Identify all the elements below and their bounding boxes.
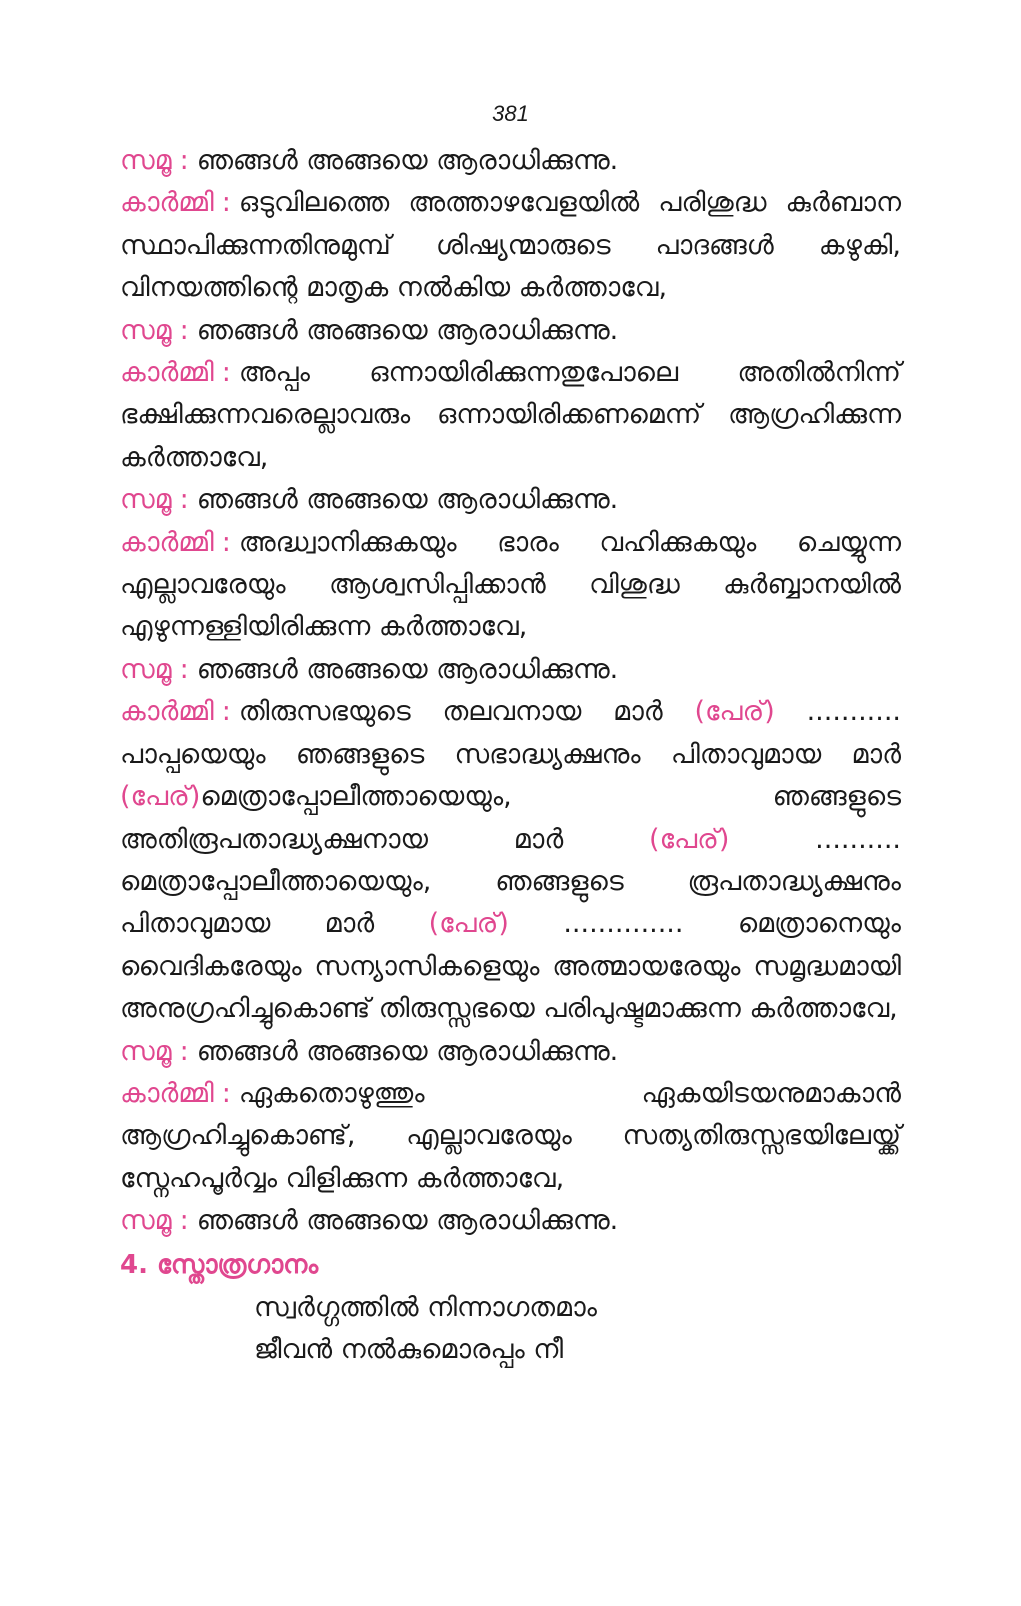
response-text: ഞങ്ങൾ അങ്ങയെ ആരാധിക്കുന്നു. <box>196 484 619 516</box>
section-title: 4. സ്തോത്രഗാനം <box>120 1249 319 1280</box>
name-placeholder: (പേര്) <box>120 781 201 813</box>
speaker-people: സമൂ <box>120 314 172 346</box>
litany-response <box>120 649 901 691</box>
speaker-separator: : <box>221 1077 231 1109</box>
speaker-priest: കാർമ്മി <box>120 526 214 558</box>
name-placeholder: (പേര്) <box>649 823 730 855</box>
invocation-text: .............. മെത്രാനെയും വൈദികരേയും സന്യാസികളെയും അത്മായരേയും സമൃദ്ധമായി അനുഗ്രഹിച്ചുകൊണ്ട് തിരുസ്സഭയെ പരിപുഷ്ടമാക്കുന്ന കർത്താവേ, <box>120 908 901 1025</box>
speaker-priest: കാർമ്മി <box>120 1077 214 1109</box>
hymn-line: ജീവൻ നൽകുമൊരപ്പം നീ <box>254 1333 564 1365</box>
speaker-separator: : <box>179 1035 189 1067</box>
response-text: ഞങ്ങൾ അങ്ങയെ ആരാധിക്കുന്നു. <box>196 314 619 346</box>
speaker-separator: : <box>221 696 231 728</box>
litany <box>120 140 901 1243</box>
speaker-priest: കാർമ്മി <box>120 696 214 728</box>
speaker-priest: കാർമ്മി <box>120 187 214 219</box>
invocation-text: ........... പാപ്പയെയും ഞങ്ങളുടെ സഭാദ്ധ്യക്ഷനും പിതാവുമായ മാർ <box>120 696 901 770</box>
invocation-text: .......... മെത്രാപ്പോലീത്തായെയും, ഞങ്ങളുടെ രൂപതാദ്ധ്യക്ഷനും പിതാവുമായ മാർ <box>120 823 901 940</box>
speaker-separator: : <box>221 526 231 558</box>
speaker-people: സമൂ <box>120 1035 172 1067</box>
hymn <box>120 1287 901 1371</box>
page-number: 381 <box>492 101 529 126</box>
speaker-separator: : <box>221 357 231 389</box>
litany-response <box>120 1031 901 1073</box>
invocation-text: മെത്രാപ്പോലീത്തായെയും, ഞങ്ങളുടെ അതിരൂപതാദ്ധ്യക്ഷനായ മാർ <box>120 781 901 855</box>
invocation-text: ഒടുവിലത്തെ അത്താഴവേളയിൽ പരിശുദ്ധ കുർബാന സ്ഥാപിക്കുന്നതിനുമുമ്പ് ശിഷ്യന്മാരുടെ പാദങ്ങൾ കഴുകി, വിനയത്തിന്റെ മാതൃക നൽകിയ കർത്താവേ, <box>120 187 901 304</box>
name-placeholder: (പേര്) <box>694 696 775 728</box>
speaker-separator: : <box>179 1205 189 1237</box>
litany-response <box>120 479 901 521</box>
litany-invocation <box>120 182 901 309</box>
litany-response <box>120 310 901 352</box>
response-text: ഞങ്ങൾ അങ്ങയെ ആരാധിക്കുന്നു. <box>196 653 619 685</box>
litany-response <box>120 140 901 182</box>
speaker-separator: : <box>221 187 231 219</box>
response-text: ഞങ്ങൾ അങ്ങയെ ആരാധിക്കുന്നു. <box>196 1205 619 1237</box>
name-placeholder: (പേര്) <box>428 908 509 940</box>
response-text: ഞങ്ങൾ അങ്ങയെ ആരാധിക്കുന്നു. <box>196 1035 619 1067</box>
speaker-people: സമൂ <box>120 653 172 685</box>
speaker-separator: : <box>179 145 189 176</box>
litany-invocation <box>120 1073 901 1200</box>
response-text: ഞങ്ങൾ അങ്ങയെ ആരാധിക്കുന്നു. <box>196 145 619 176</box>
invocation-text: ഏകതൊഴുത്തും ഏകയിടയനുമാകാൻ ആഗ്രഹിച്ചുകൊണ്ട്, എല്ലാവരേയും സത്യതിരുസ്സഭയിലേയ്ക്ക് സ്നേഹപൂർവ്വം വിളിക്കുന്ന കർത്താവേ, <box>120 1077 901 1194</box>
speaker-people: സമൂ <box>120 145 172 176</box>
speaker-separator: : <box>179 484 189 516</box>
litany-invocation-intercession <box>120 691 901 1030</box>
speaker-separator: : <box>179 314 189 346</box>
invocation-text: അദ്ധ്വാനിക്കുകയും ഭാരം വഹിക്കുകയും ചെയ്യുന്ന എല്ലാവരേയും ആശ്വസിപ്പിക്കാൻ വിശുദ്ധ കുർബ്ബാനയിൽ എഴുന്നള്ളിയിരിക്കുന്ന കർത്താവേ, <box>120 526 901 643</box>
speaker-priest: കാർമ്മി <box>120 357 214 389</box>
hymn-line: സ്വർഗ്ഗത്തിൽ നിന്നാഗതമാം <box>254 1291 597 1323</box>
litany-invocation <box>120 352 901 479</box>
invocation-text: തിരുസഭയുടെ തലവനായ മാർ <box>238 696 695 728</box>
invocation-text: അപ്പം ഒന്നായിരിക്കുന്നതുപോലെ അതിൽനിന്ന് ഭക്ഷിക്കുന്നവരെല്ലാവരും ഒന്നായിരിക്കണമെന്ന് ആഗ്രഹിക്കുന്ന കർത്താവേ, <box>120 357 901 473</box>
speaker-separator: : <box>179 653 189 685</box>
speaker-people: സമൂ <box>120 1205 172 1237</box>
litany-invocation <box>120 522 901 649</box>
speaker-people: സമൂ <box>120 484 172 516</box>
litany-response <box>120 1200 901 1242</box>
